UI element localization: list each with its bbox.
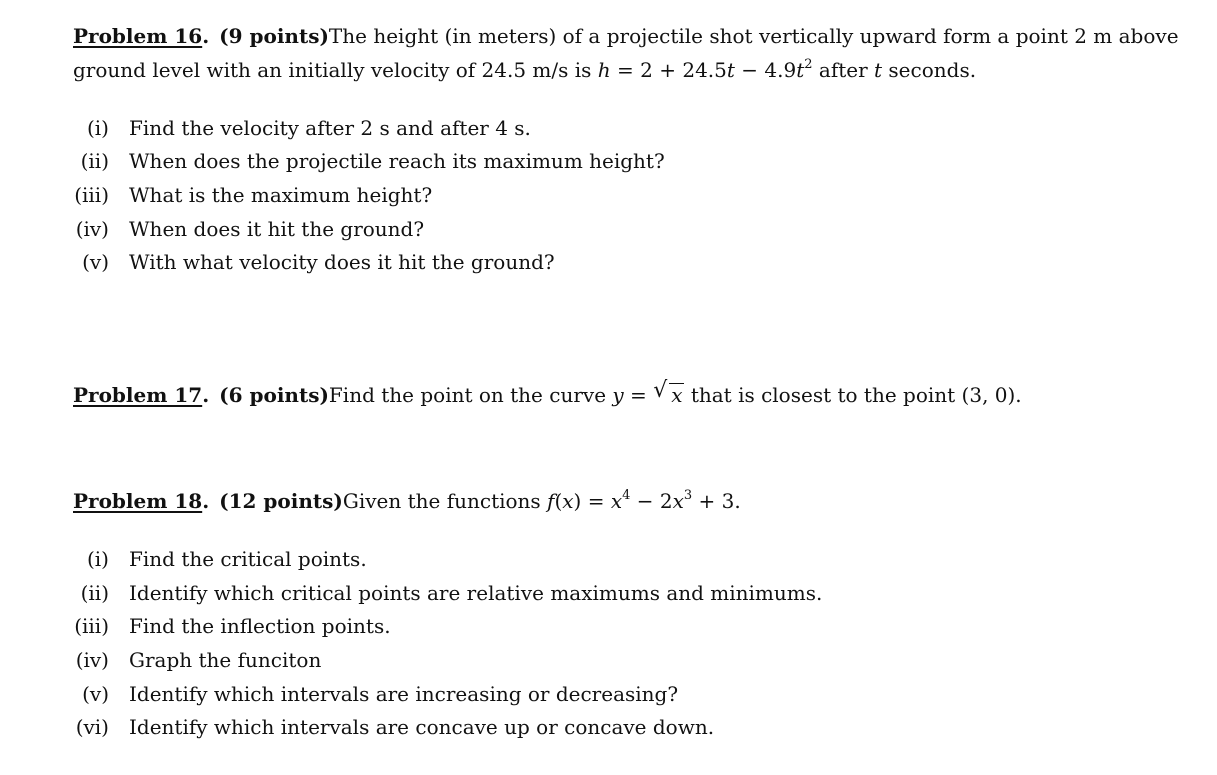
problem-18-points: (12 points) — [219, 489, 343, 513]
height-equation: $h = 2 + 24.5t - 4.9t^2$ — [597, 57, 813, 82]
problem-18-title: Problem 18 — [73, 489, 203, 513]
problem-16-statement-1: The height (in meters) of a projectile shot vertically upward form a point 2 m above — [328, 24, 1179, 48]
problem-16-line-2: ground level with an initially velocity of 24.5 m/s is $h = 2 + 24.5t - 4.9t^2$ after t seconds. — [73, 57, 977, 82]
function-equation: $f(x) = x^4 - 2x^3 + 3$. — [547, 488, 741, 513]
problem-16-title: Problem 16 — [73, 24, 203, 48]
problem-16-points: (9 points) — [219, 24, 329, 48]
problem-17-title: Problem 17 — [73, 383, 203, 407]
square-root-symbol: √ x — [653, 378, 683, 407]
problem-17-line-1: Problem 17. (6 points)Find the point on the curve y = √ x that is closest to the point (3, 0). — [73, 378, 1022, 407]
curve-equation: y = √ x — [612, 378, 683, 407]
problem-16-line-1: Problem 16. (9 points)The height (in meters) of a projectile shot vertically upward form a point 2 m above — [73, 24, 1179, 48]
problem-18-line-1: Problem 18. (12 points)Given the functions $f(x) = x^4 - 2x^3 + 3$. — [73, 488, 741, 513]
document-page: Problem 16. (9 points)The height (in meters) of a projectile shot vertically upward form a point 2 m above ground level with an initially velocity of 24.5 m/s is $h = 2 + 24.5t - 4.9t^2$ after t seconds. (i) Find the velocity after 2 s and after 4 s. (ii) When does the projectile reach its maximum height? (iii) What is the maximum height? (iv) When does it hit the ground? (v) With what velocity does it hit the ground? Problem 17. (6 points)Find the point on the curve y = √ x that is closest to the point (3, 0). Problem 18. (12 points)Given the functions $f(x) = x^4 - 2x^3 + 3$. (i) Find the critical points. (ii) Identify which critical points are relative maximums and minimums. (iii) Find the inflection points. (iv) Graph the funciton (v) Identify which intervals are increasing or decreasing? (vi) Identify which intervals are concave up or concave down. — [0, 0, 1217, 775]
problem-17-points: (6 points) — [219, 383, 329, 407]
